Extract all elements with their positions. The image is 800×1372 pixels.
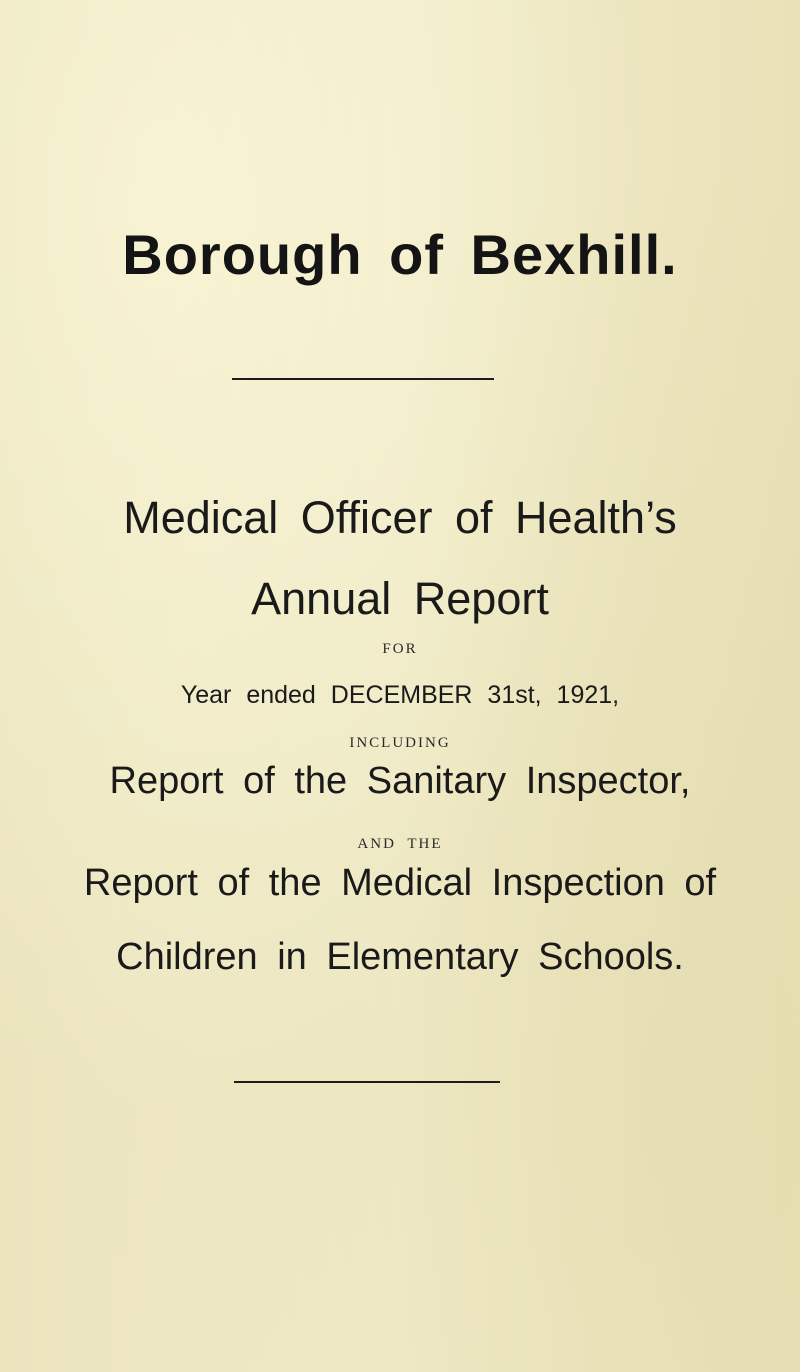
- masthead-title: Borough of Bexhill.: [122, 223, 678, 286]
- divider-top: [232, 378, 494, 380]
- and-the-label: AND THE: [357, 836, 443, 852]
- for-label: FOR: [382, 641, 418, 657]
- medical-inspection-line-2: Children in Elementary Schools.: [116, 936, 684, 978]
- divider-bottom: [234, 1081, 500, 1083]
- medical-inspection-line-1: Report of the Medical Inspection of: [83, 862, 717, 904]
- report-title-line-2: Annual Report: [251, 573, 549, 624]
- year-ended-line: Year ended DECEMBER 31st, 1921,: [180, 681, 620, 709]
- sanitary-inspector-report-line: Report of the Sanitary Inspector,: [109, 760, 691, 802]
- report-title-line-1: Medical Officer of Health’s: [123, 492, 677, 543]
- including-label: INCLUDING: [349, 735, 451, 751]
